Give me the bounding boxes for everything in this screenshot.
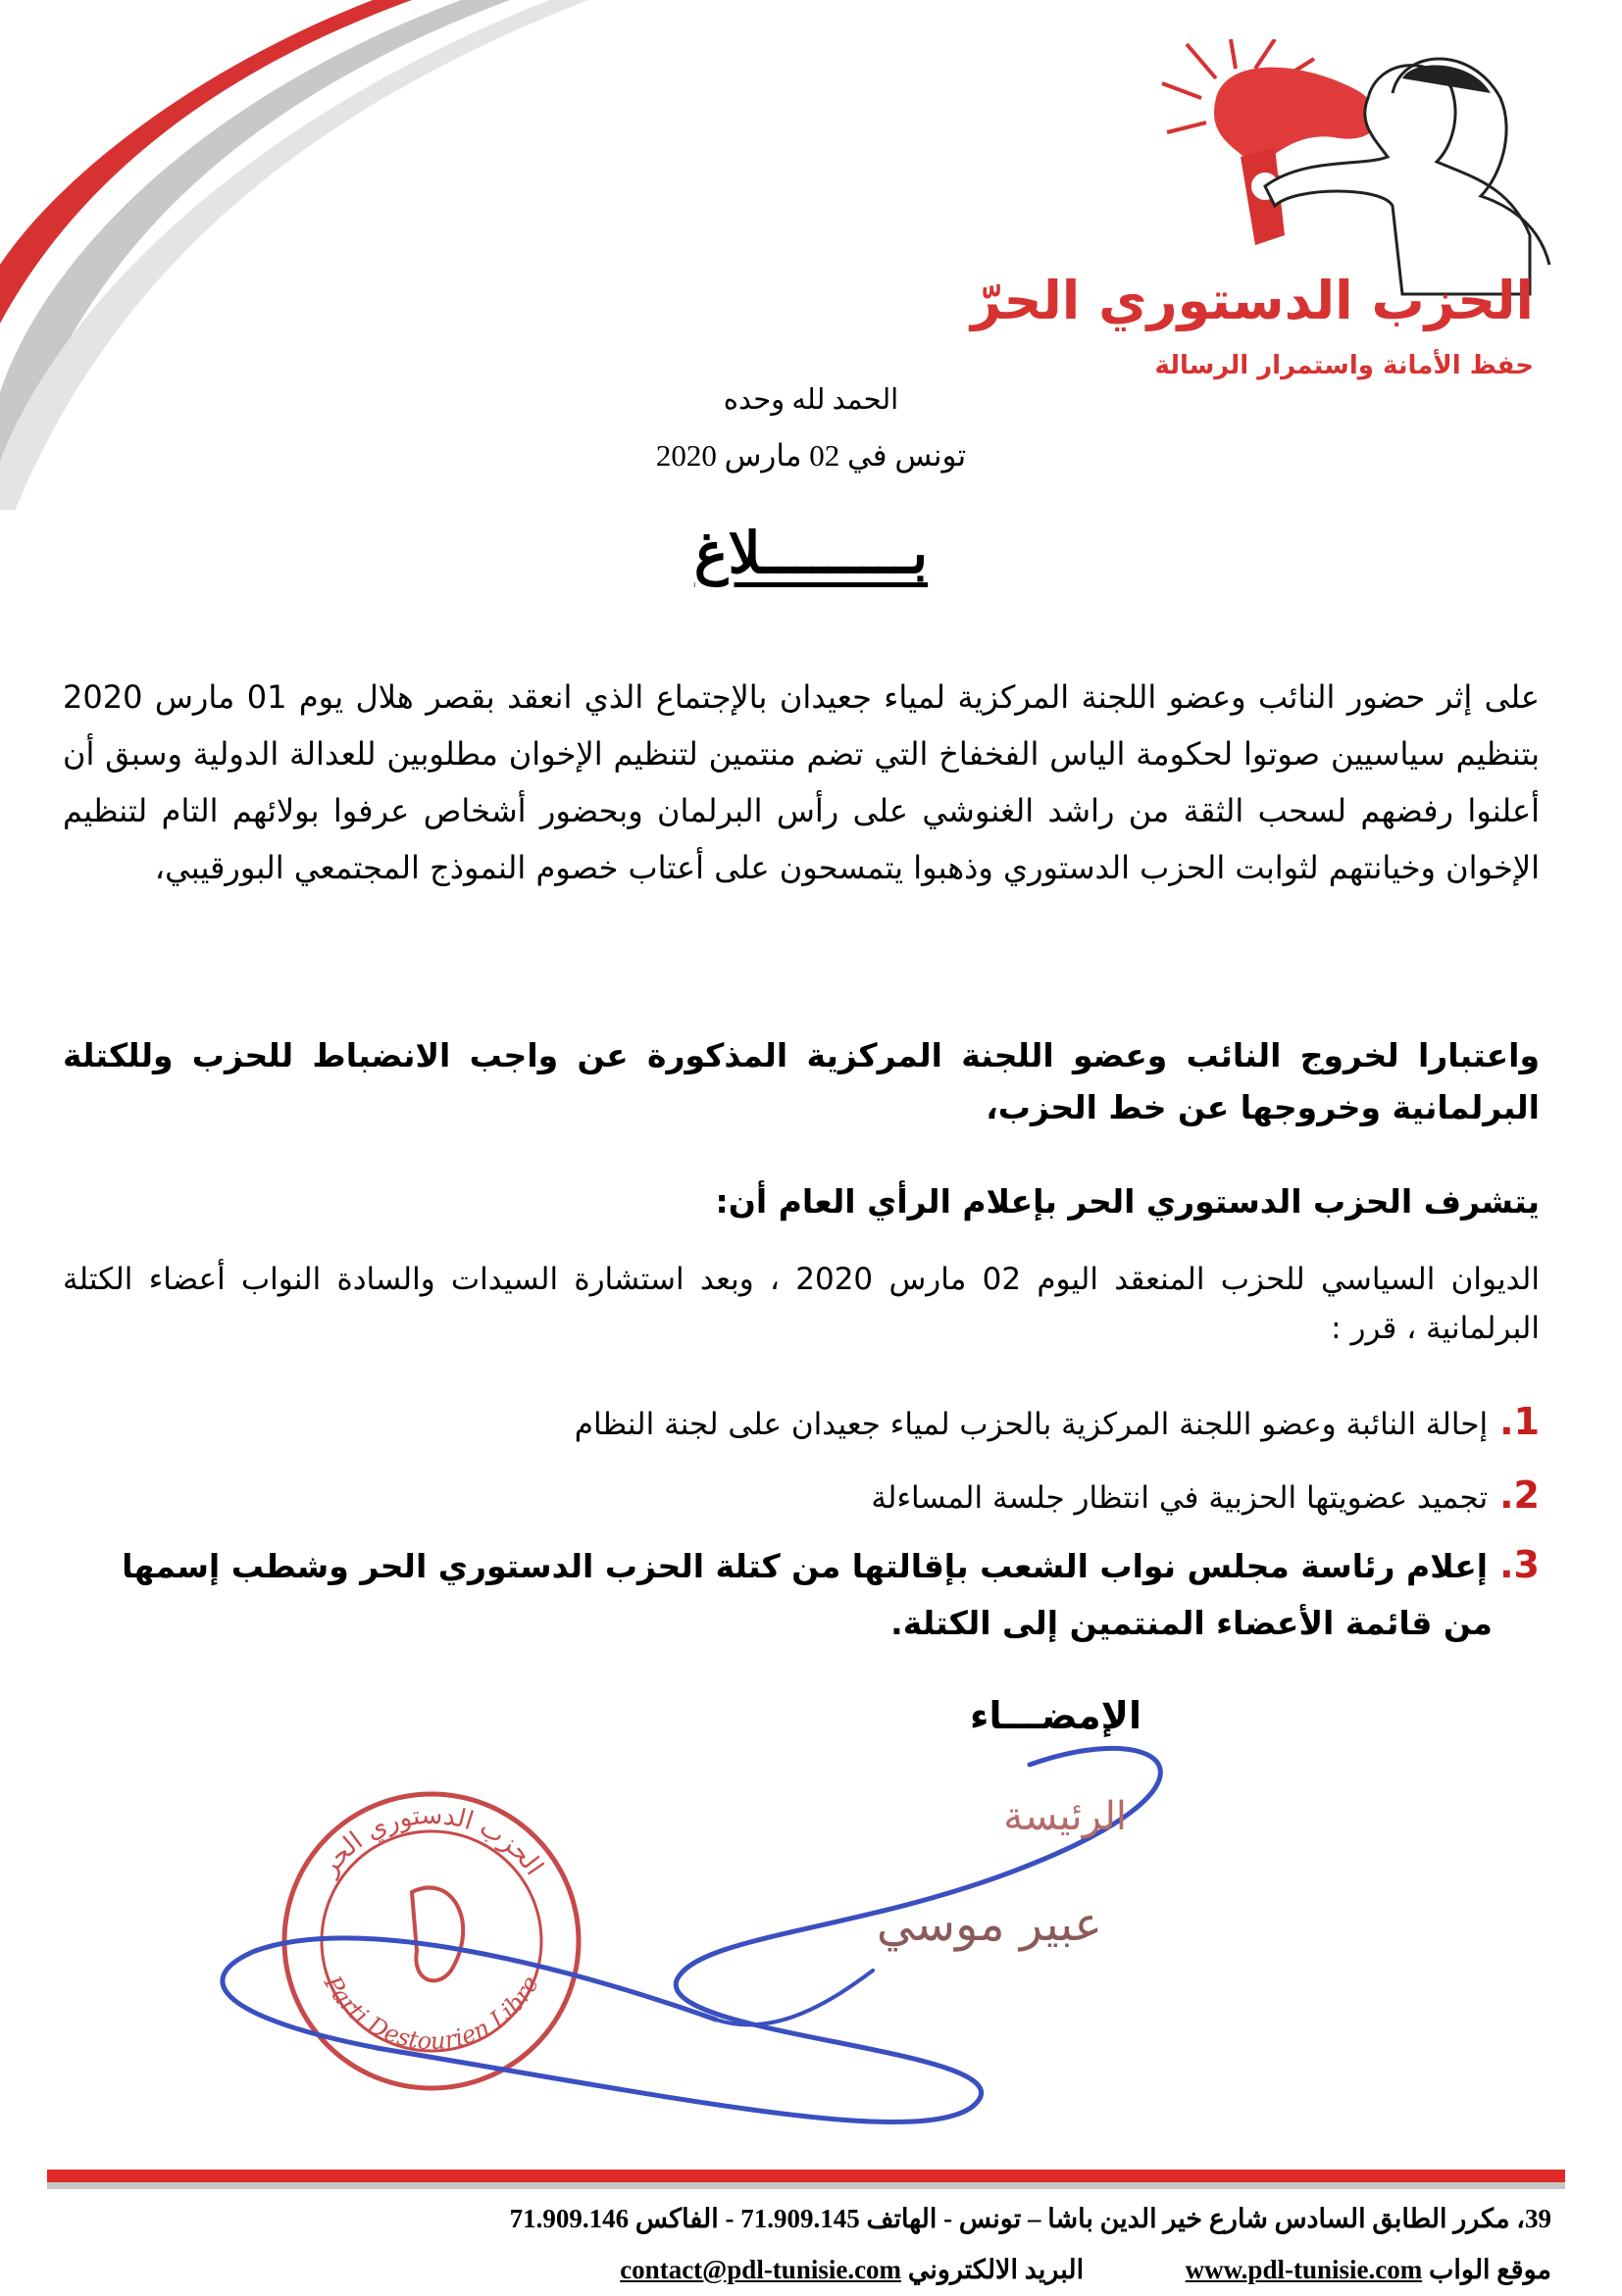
footer-divider-grey [47,2182,1565,2189]
svg-text:الحزب الدستوري الحر: الحزب الدستوري الحر [314,1800,549,1881]
opening-phrase: الحمد لله وحده [723,384,899,416]
decision-item-1 [69,1394,1540,1452]
footer-divider-red [47,2170,1565,2182]
document-title: بـــــــــلاغ [693,522,929,585]
decision-text: إحالة النائبة وعضو اللجنة المركزية بالحزب لمياء جعيدان على لجنة النظام [574,1407,1489,1442]
signatory-name: عبير موسي [876,1897,1102,1952]
decision-item-3 [78,1536,1540,1652]
signatory-role: الرئيسة [1003,1794,1127,1839]
decision-number: 3. [1499,1543,1540,1586]
signature-heading: الإمضـــاء [970,1694,1141,1737]
footer-address: 39، مكرر الطابق السادس شارع خير الدين باشا – تونس - الهاتف 71.909.145 - الفاكس 71.909.146 [509,2204,1551,2233]
party-logo-icon [1157,39,1598,304]
party-slogan: حفظ الأمانة واستمرار الرسالة [1154,351,1534,380]
document-date: تونس في 02 مارس 2020 [655,438,967,473]
decision-number: 2. [1499,1473,1540,1517]
body-paragraph-2: واعتبارا لخروج النائب وعضو اللجنة المركزية المذكورة عن واجب الانضباط للحزب وللكتلة البرلمانية وخروجها عن خط الحزب، [63,1036,1540,1126]
svg-text:Parti Destourien Libre: Parti Destourien Libre [318,1971,545,2056]
footer-contacts [620,2255,1551,2285]
website-label: موقع الواب [1428,2255,1551,2284]
decision-number: 1. [1499,1400,1540,1443]
decision-item-2 [69,1468,1540,1525]
body-paragraph-1: على إثر حضور النائب وعضو اللجنة المركزية لمياء جعيدان بالإجتماع الذي انعقد بقصر هلال يوم 01 مارس 2020 بتنظيم سياسيين صوتوا لحكومة الياس الفخفاخ التي تضم منتمين لتنظيم الإخوان مطلوبين للعدالة الدولية وسبق أن أعلنوا رفضهم لسحب الثقة من راشد الغنوشي على رأس البرلمان وبحضور أشخاص عرفوا بولائهم التام لتنظيم الإخوان وخيانتهم لثوابت الحزب الدستوري وذهبوا يتمسحون على أعتاب خصوم النموذج المجتمعي البورقيبي، [63,678,1541,886]
party-name: الحزب الدستوري الحرّ [970,270,1534,331]
website-link[interactable]: www.pdl-tunisie.com [1185,2255,1423,2284]
email-label: البريد الالكتروني [907,2255,1085,2284]
body-paragraph-3: يتشرف الحزب الدستوري الحر بإعلام الرأي العام أن: [715,1182,1540,1221]
body-paragraph-4: الديوان السياسي للحزب المنعقد اليوم 02 مارس 2020 ، وبعد استشارة السيدات والسادة النواب أعضاء الكتلة البرلمانية ، قرر : [63,1262,1540,1346]
decision-text: إعلام رئاسة مجلس نواب الشعب بإقالتها من كتلة الحزب الدستوري الحر وشطب إسمها من قائمة الأعضاء المنتمين إلى الكتلة. [122,1547,1493,1642]
email-link[interactable]: contact@pdl-tunisie.com [620,2255,902,2284]
decision-text: تجميد عضويتها الحزبية في انتظار جلسة المساءلة [871,1480,1489,1516]
